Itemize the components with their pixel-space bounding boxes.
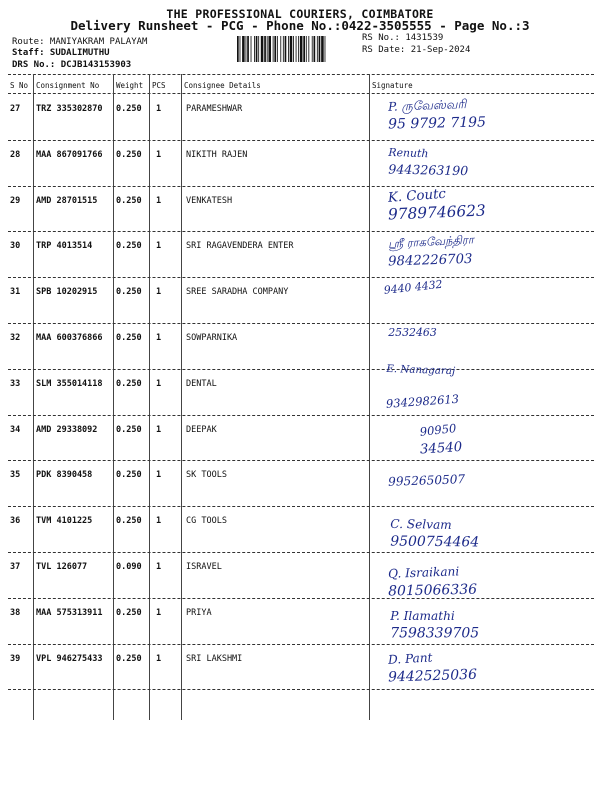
drs-number: DRS No.: DCJB143153903 [12, 60, 132, 70]
signature-text: 8015066336 [388, 581, 478, 600]
col-header-signature: Signature [372, 81, 413, 90]
row-separator [8, 689, 594, 690]
handwritten-signature [375, 320, 600, 361]
signature-text: C. Selvam [390, 516, 452, 532]
signature-text: 7598339705 [390, 625, 480, 642]
weight-value: 0.090 [116, 562, 142, 572]
signature-text: 34540 [419, 439, 463, 458]
signature-text: Renuth [388, 145, 429, 161]
signature-text: 9443263190 [388, 161, 469, 179]
serial-number: 34 [10, 424, 21, 435]
pieces-count: 1 [156, 241, 162, 252]
header-top-rule [8, 74, 594, 75]
pieces-count: 1 [156, 470, 162, 481]
pieces-count: 1 [156, 424, 162, 435]
consignment-number: MAA 867091766 [36, 149, 103, 160]
pieces-count: 1 [156, 287, 162, 298]
consignment-number: MAA 575313911 [36, 607, 103, 618]
weight-value: 0.250 [116, 516, 142, 527]
consignee-name: SOWPARNIKA [186, 333, 238, 343]
consignment-number: VPL 946275433 [36, 653, 103, 664]
consignee-name: SK TOOLS [186, 470, 227, 481]
signature-text: D. Pant [387, 650, 433, 667]
serial-number: 39 [10, 653, 21, 664]
weight-value: 0.250 [116, 149, 142, 160]
serial-number: 33 [10, 378, 21, 389]
consignee-name: DENTAL [186, 378, 217, 389]
handwritten-signature [377, 604, 600, 645]
weight-value: 0.250 [116, 195, 142, 206]
handwritten-signature [375, 648, 600, 689]
rs-date: RS Date: 21-Sep-2024 [362, 45, 471, 55]
signature-text: 9342982613 [385, 392, 460, 411]
consignee-name: SREE SARADHA COMPANY [186, 287, 289, 298]
handwritten-signature [375, 232, 600, 273]
consignment-number: TRZ 335302870 [36, 104, 103, 114]
consignee-name: NIKITH RAJEN [186, 149, 248, 160]
signature-text: P. Ilamathi [390, 608, 455, 623]
consignee-name: PRIYA [186, 607, 212, 618]
signature-text: 9952650507 [387, 472, 466, 489]
signature-text: 9440 4432 [383, 278, 444, 297]
consignment-number: TVM 4101225 [36, 516, 93, 527]
pieces-count: 1 [156, 195, 162, 206]
consignee-name: SRI LAKSHMI [186, 653, 243, 664]
consignment-number: AMD 29338092 [36, 424, 98, 435]
serial-number: 29 [10, 195, 21, 206]
header-bottom-rule [8, 93, 594, 94]
weight-value: 0.250 [116, 333, 142, 343]
serial-number: 30 [10, 241, 21, 252]
consignment-number: SPB 10202915 [36, 287, 98, 298]
handwritten-signature [375, 186, 600, 227]
col-header-consignee: Consignee Details [184, 81, 261, 90]
col-header-consignment: Consignment No [36, 81, 100, 90]
signature-text: 2532463 [388, 325, 437, 339]
weight-value: 0.250 [116, 241, 142, 252]
pieces-count: 1 [156, 149, 162, 160]
consignee-name: VENKATESH [186, 195, 233, 206]
consignee-name: SRI RAGAVENDERA ENTER [186, 241, 294, 252]
handwritten-signature [375, 95, 600, 136]
serial-number: 32 [10, 333, 21, 343]
consignee-name: CG TOOLS [186, 516, 227, 527]
consignment-number: PDK 8390458 [36, 470, 93, 481]
consignment-number: TRP 4013514 [36, 241, 93, 252]
serial-number: 35 [10, 470, 21, 481]
pieces-count: 1 [156, 607, 162, 618]
weight-value: 0.250 [116, 607, 142, 618]
weight-value: 0.250 [116, 104, 142, 114]
consignee-name: DEEPAK [186, 424, 217, 435]
pieces-count: 1 [156, 562, 162, 572]
barcode [237, 36, 355, 62]
col-header-sno: S No [10, 81, 29, 90]
serial-number: 37 [10, 562, 21, 572]
signature-text: Q. Israikani [387, 564, 460, 581]
consignee-name: ISRAVEL [186, 562, 222, 572]
weight-value: 0.250 [116, 287, 142, 298]
company-title: THE PROFESSIONAL COURIERS, COIMBATORE [166, 7, 434, 21]
route-label: Route: MANIYAKRAM PALAYAM [12, 37, 148, 47]
handwritten-signature [375, 470, 600, 511]
weight-value: 0.250 [116, 424, 142, 435]
serial-number: 28 [10, 149, 21, 160]
staff-label: Staff: SUDALIMUTHU [12, 48, 110, 58]
signature-text: 9442525036 [387, 666, 478, 686]
pieces-count: 1 [156, 378, 162, 389]
handwritten-signature [373, 356, 598, 397]
col-header-pcs: PCS [152, 81, 166, 90]
consignment-number: SLM 355014118 [36, 378, 103, 389]
handwritten-signature [371, 278, 596, 319]
weight-value: 0.250 [116, 378, 142, 389]
pieces-count: 1 [156, 333, 162, 343]
serial-number: 31 [10, 287, 21, 298]
weight-value: 0.250 [116, 653, 142, 664]
signature-text: P. ருவேஸ்வரி [387, 97, 467, 114]
signature-text: 90950 [419, 421, 457, 439]
serial-number: 38 [10, 607, 21, 618]
signature-text: 9789746623 [387, 201, 487, 224]
signature-text: K. Coutc [387, 186, 447, 206]
handwritten-signature [407, 420, 600, 461]
runsheet-subtitle: Delivery Runsheet - PCG - Phone No.:0422-3505555 - Page No.:3 [70, 18, 530, 33]
signature-text: 9500754464 [390, 533, 480, 551]
handwritten-signature [375, 140, 600, 181]
signature-text: 9842226703 [387, 251, 473, 270]
rs-number: RS No.: 1431539 [362, 33, 444, 43]
consignment-number: AMD 28701515 [36, 195, 98, 206]
pieces-count: 1 [156, 653, 162, 664]
handwritten-signature [375, 562, 600, 603]
handwritten-signature [377, 512, 600, 553]
col-header-weight: Weight [116, 81, 144, 90]
pieces-count: 1 [156, 516, 162, 527]
serial-number: 27 [10, 104, 21, 114]
consignee-name: PARAMESHWAR [186, 104, 243, 114]
signature-text: ஸ்ரீ ராகவேந்திரா [387, 232, 475, 251]
serial-number: 36 [10, 516, 21, 527]
weight-value: 0.250 [116, 470, 142, 481]
pieces-count: 1 [156, 104, 162, 114]
signature-text: 95 9792 7195 [388, 114, 487, 133]
consignment-number: TVL 126077 [36, 562, 88, 572]
consignment-number: MAA 600376866 [36, 333, 103, 343]
signature-text: E. Nanagaraj [386, 362, 456, 378]
